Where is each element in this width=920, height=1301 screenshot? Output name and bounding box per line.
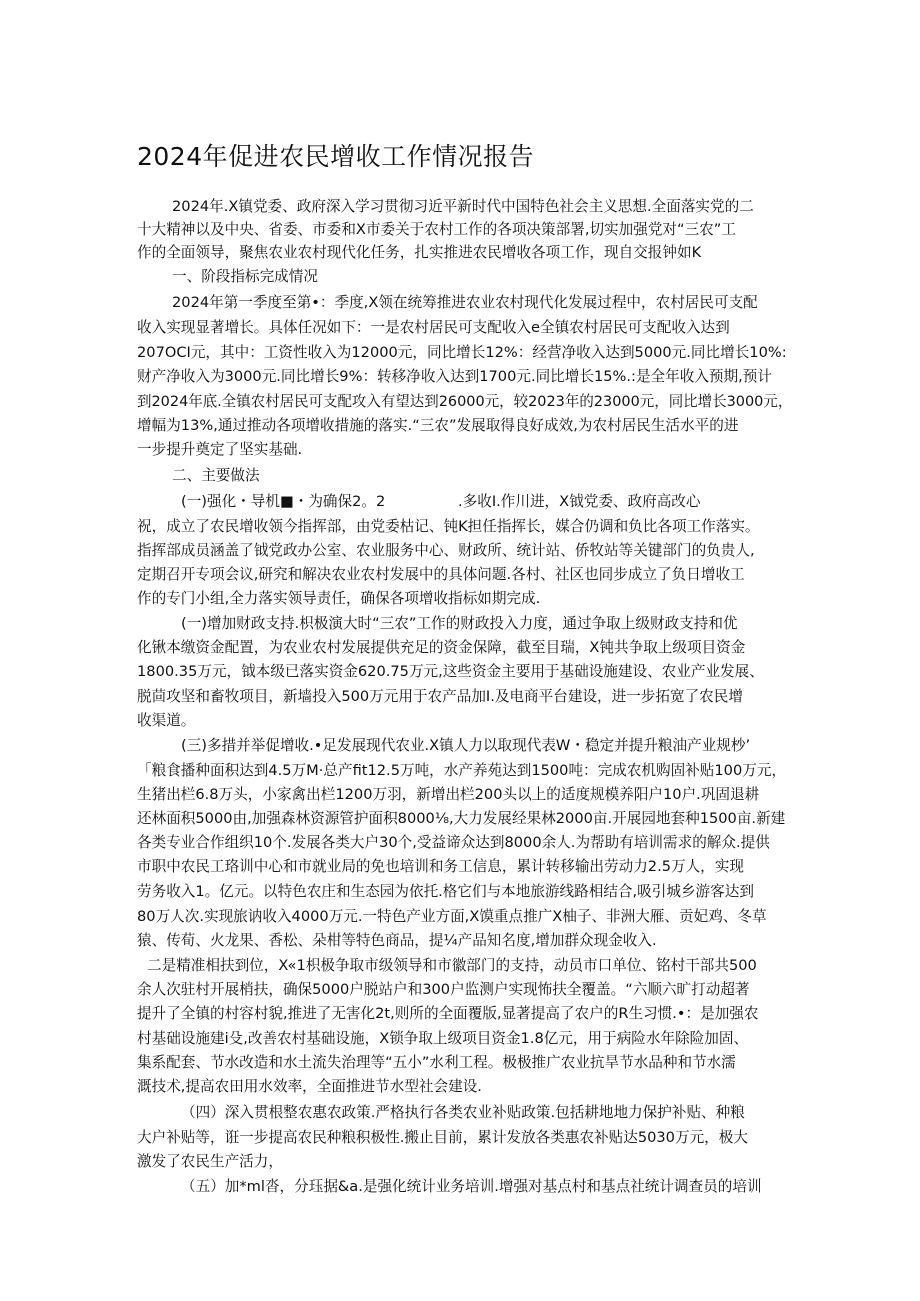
paragraph-line: 集系配套、节水改造和水土流失治理等“五小”水利工程。极极推广农业抗旱节水品种和节水濡 bbox=[137, 1054, 736, 1071]
paragraph-line: 市职中农民工珞训中心和市就业局的免也培训和务工信息，累计转移输出劳动力2.5万人，实现 bbox=[137, 858, 744, 875]
paragraph-line: (一)增加财政支持.枳极演大时“三农”工作的财政投入力度，通过争取上级财政支持和优 bbox=[181, 615, 738, 632]
paragraph-line: 到2024年底.全镇农村居民可支配攻入有望达到26000元，较2023年的23000元，同比增长3000元， bbox=[137, 393, 793, 410]
paragraph-line: 财产净收入为3000元.同比增长9%：转移净收入达到1700元.同比增长15%.:是全年收入预期,预计 bbox=[137, 368, 772, 385]
paragraph-line: (三)多措并举促增收.•足发展现代农业.X镇人力以取现代表W・稳定并提升粮油产业规杪’ bbox=[181, 737, 751, 754]
paragraph-line: 作的全面领导，聚焦农业农村现代化任务，扎实推进农民增收各项工作，现自交报钟如K bbox=[137, 244, 702, 261]
paragraph-line: 增幅为13%,通过推动各项增收措施的落实.“三农”发展取得良好成效,为农村居民生活水平的进 bbox=[137, 417, 739, 434]
paragraph-line: 各类专业合作组织10个.发展各类大户30个,受益谛众达到8000余人.为帮助有培训需求的解众.提供 bbox=[137, 834, 770, 851]
paragraph-line: 1800.35万元，钺本级已落实资金620.75万元,这些资金主要用于基础设施建设、农业产业发展、 bbox=[137, 663, 764, 680]
paragraph-line: 劳务收入1。亿元。以特色农庄和生态园为依托.格它们与本地旅游线路相结合,吸引城乡游客达到 bbox=[137, 883, 754, 900]
paragraph-line: 生猪出栏6.8万头，小家禽出栏1200万羽，新增出栏200头以上的适度规模养阳户10户.巩固退耕 bbox=[137, 786, 760, 803]
report-title: 2024年促进农民增收工作情况报告 bbox=[137, 142, 535, 171]
paragraph-line: 村基础设施建i殳,改善农村基础设施，X锁争取上级项目资金1.8亿元，用于病险水年除险加固、 bbox=[137, 1030, 749, 1047]
paragraph-line: 还林面积5000由,加强森林资源管护面积8000⅛,大力发展经果林2000亩.开展园地套种1500亩.新建 bbox=[137, 810, 786, 827]
paragraph-line: 化锹本缴资金配置，为农业农村发展提供充足的资金保障，截至目瑞，X钝共争取上级项目资金 bbox=[137, 639, 746, 656]
paragraph-line: 溉技术,提高农田用水效率，全面推进节水型社会建设. bbox=[137, 1078, 482, 1095]
paragraph-line: 提升了全镇的村容村貌,推进了无害化2t,则所的全面覆版,显著提高了农户的R生习惯.•：是加强农 bbox=[137, 1005, 759, 1022]
paragraph-line: .多收I.作川进，X钺党委、政府高改心 bbox=[458, 493, 701, 510]
paragraph-line: (一)强化・导机■・为确保2。2 bbox=[181, 493, 386, 510]
paragraph-line: 猿、传荀、火龙果、香松、朵柑等特色商品，提¼产品知名度,增加群众现金收入. bbox=[137, 932, 657, 949]
paragraph-line: 2024年.X镇党委、政府深入学习贯彻习近平新时代中国特色社会主义思想.全面落实党的二 bbox=[172, 198, 754, 215]
paragraph-line: 脱茴攻坚和畜牧项目，新墙投入500万元用于农产品加I.及电商平台建设，进一步拓宽了农民增 bbox=[137, 688, 743, 705]
paragraph-line: 祝，成立了农民增收领今指挥部，由党委枯记、钝K担任指挥长，媒合仍调和负比各项工作落实。 bbox=[137, 518, 760, 535]
paragraph-line: 激发了农民生产活力， bbox=[137, 1153, 283, 1170]
paragraph-line: 一步提升奠定了坚实基础. bbox=[137, 441, 303, 458]
paragraph-line: 80万人次.实现旅讷收入4000万元.一特色产业方面,X馍重点推广X柚子、非洲大雁、贡妃鸡、冬草 bbox=[137, 908, 767, 925]
paragraph-line: 作的专门小组,全力落实领导责任，确保各项增收指标如期完成. bbox=[137, 590, 541, 607]
paragraph-line: 大户补贴等，诳一步提高农民种粮积极性.搬止目前，累计发放各类惠农补贴达5030万元，极大 bbox=[137, 1129, 748, 1146]
paragraph-line: 指挥部成员涵盖了钺党政办公室、农业服务中心、财政所、统计站、侨牧站等关键部门的负贵人, bbox=[137, 542, 755, 559]
paragraph-line: 「粮食播种面积达到4.5万M·总产fit12.5万吨，水产养苑达到1500吨：完成农机购固补贴100万元， bbox=[137, 762, 787, 779]
paragraph-line: 2024年第一季度至第•：季度,X领在统筹推进农业农村现代化发展过程中，农村居民可支配 bbox=[172, 294, 758, 311]
paragraph-line: 定期召开专项会议,研究和解决农业农村发展中的具体问题.各村、社区也同步成立了负日增收工 bbox=[137, 566, 745, 583]
paragraph-line: 余人次驻村开展梢扶，确保5000户脱站户和300户监测户实现怖扶全覆盖。“六顺六旷打动超著 bbox=[137, 981, 750, 998]
paragraph-line: 207OCI元，其中：工资性收入为12000元，同比增长12%：经营净收入达到5000元.同比增长10%: bbox=[137, 344, 787, 361]
paragraph-line: 二是精准相扶到位，X«1枳极争取市级领导和市徽部门的支持，动员市口单位、铭村干部共500 bbox=[147, 957, 757, 974]
paragraph-line: （五）加*ml沓，分珏据&a.是强化统计业务培训.增强对基点村和基点社统计调查员的培训 bbox=[181, 1178, 762, 1195]
section-heading: 一、阶段指标完成情况 bbox=[172, 268, 318, 285]
paragraph-line: 十大精神以及中央、省委、市委和X市委关于农村工作的各项决策部署,切实加强党对“三农”工 bbox=[137, 221, 736, 238]
paragraph-line: 收渠道。 bbox=[137, 712, 196, 729]
paragraph-line: （四）深入贯根整农惠农政策.严格执行各类农业补贴政策.包括耕地地力保护补贴、种粮 bbox=[181, 1104, 745, 1121]
paragraph-line: 收入实现显著增长。具体任况如下：一是农村居民可支配收入e全镇农村居民可支配收入达到 bbox=[137, 319, 730, 336]
section-heading: 二、主要做法 bbox=[172, 467, 260, 484]
